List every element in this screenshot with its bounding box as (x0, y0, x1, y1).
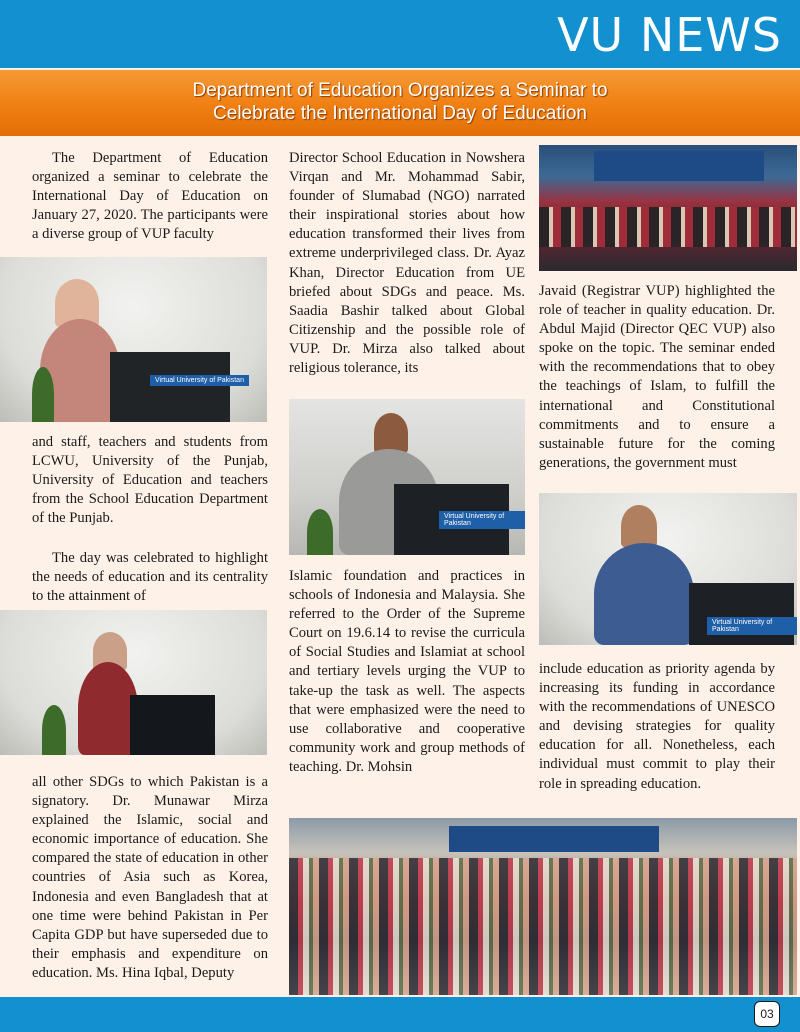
paragraph: The Department of Education organized a seminar to celebrate the International Day of Education on January 27, 2020. The participants were a diverse group of VUP faculty (32, 150, 268, 243)
article-headline (0, 79, 800, 125)
paragraph: and staff, teachers and students from LCWU, University of the Punjab, University of Education and teachers from the School Education Department of the Punjab. (32, 434, 268, 527)
podium-label: Virtual University of Pakistan (439, 511, 525, 529)
paragraph: include education as priority agenda by increasing its funding in accordance with the recommendations of UNESCO and devising strategies for quality education for all. Nonetheless, each individual must commit to play their role in spreading education. (539, 661, 775, 792)
speaker-photo-man-suit (539, 493, 797, 645)
speaker-photo-woman-podium (0, 257, 267, 422)
paragraph: all other SDGs to which Pakistan is a signatory. Dr. Munawar Mirza explained the Islamic, social and economic importance of education. She compared the state of education in other countries of Asia such as Korea, Indonesia and even Bangladesh that at one time were behind Pakistan in Per Capita GDP but have superseded due to their emphasis and expenditure on education. Ms. Hina Iqbal, Deputy (32, 774, 268, 981)
group-photo (289, 818, 797, 995)
masthead-title: VU NEWS (557, 8, 782, 62)
speaker-photo-woman-lectern (0, 610, 267, 755)
paragraph: The day was celebrated to highlight the needs of education and its centrality to the attainment of (32, 550, 268, 605)
headline-banner (0, 70, 800, 136)
headline-line-2: Celebrate the International Day of Education (213, 103, 587, 124)
paragraph: Director School Education in Nowshera Virqan and Mr. Mohammad Sabir, founder of Slumabad (NGO) narrated their inspirational stories about how education transformed their lives from extreme underprivileged class. Dr. Ayaz Khan, Director Education from UE briefed about SDGs and peace. Ms. Saadia Bashir talked about Global Citizenship and the possible role of VUP. Dr. Mirza also talked about religious tolerance, its (289, 150, 525, 377)
masthead (0, 0, 800, 68)
podium-label: Virtual University of Pakistan (707, 617, 797, 635)
seminar-audience-photo (539, 145, 797, 271)
speaker-photo-man-podium (289, 399, 525, 555)
paragraph: Islamic foundation and practices in schools of Indonesia and Malaysia. She referred to the Order of the Supreme Court on 19.6.14 to revise the curricula of Social Studies and Islamiat at school and tertiary levels urging the VUP to take-up the task as well. The aspects that were emphasized were the need to use collaborative and cooperative community work and group methods of teaching. Dr. Mohsin (289, 568, 525, 775)
page-number: 03 (754, 1001, 780, 1027)
podium-label: Virtual University of Pakistan (150, 375, 249, 386)
paragraph: Javaid (Registrar VUP) highlighted the role of teacher in quality education. Dr. Abdul Majid (Director QEC VUP) also spoke on the topic. The seminar ended with the recommendations that to obey the teachings of Islam, to fulfill the international and Constitutional commitments and to ensure a sustainable future for the coming generations, the government must (539, 283, 775, 471)
headline-line-1: Department of Education Organizes a Seminar to (192, 80, 608, 101)
page-footer (0, 997, 800, 1032)
